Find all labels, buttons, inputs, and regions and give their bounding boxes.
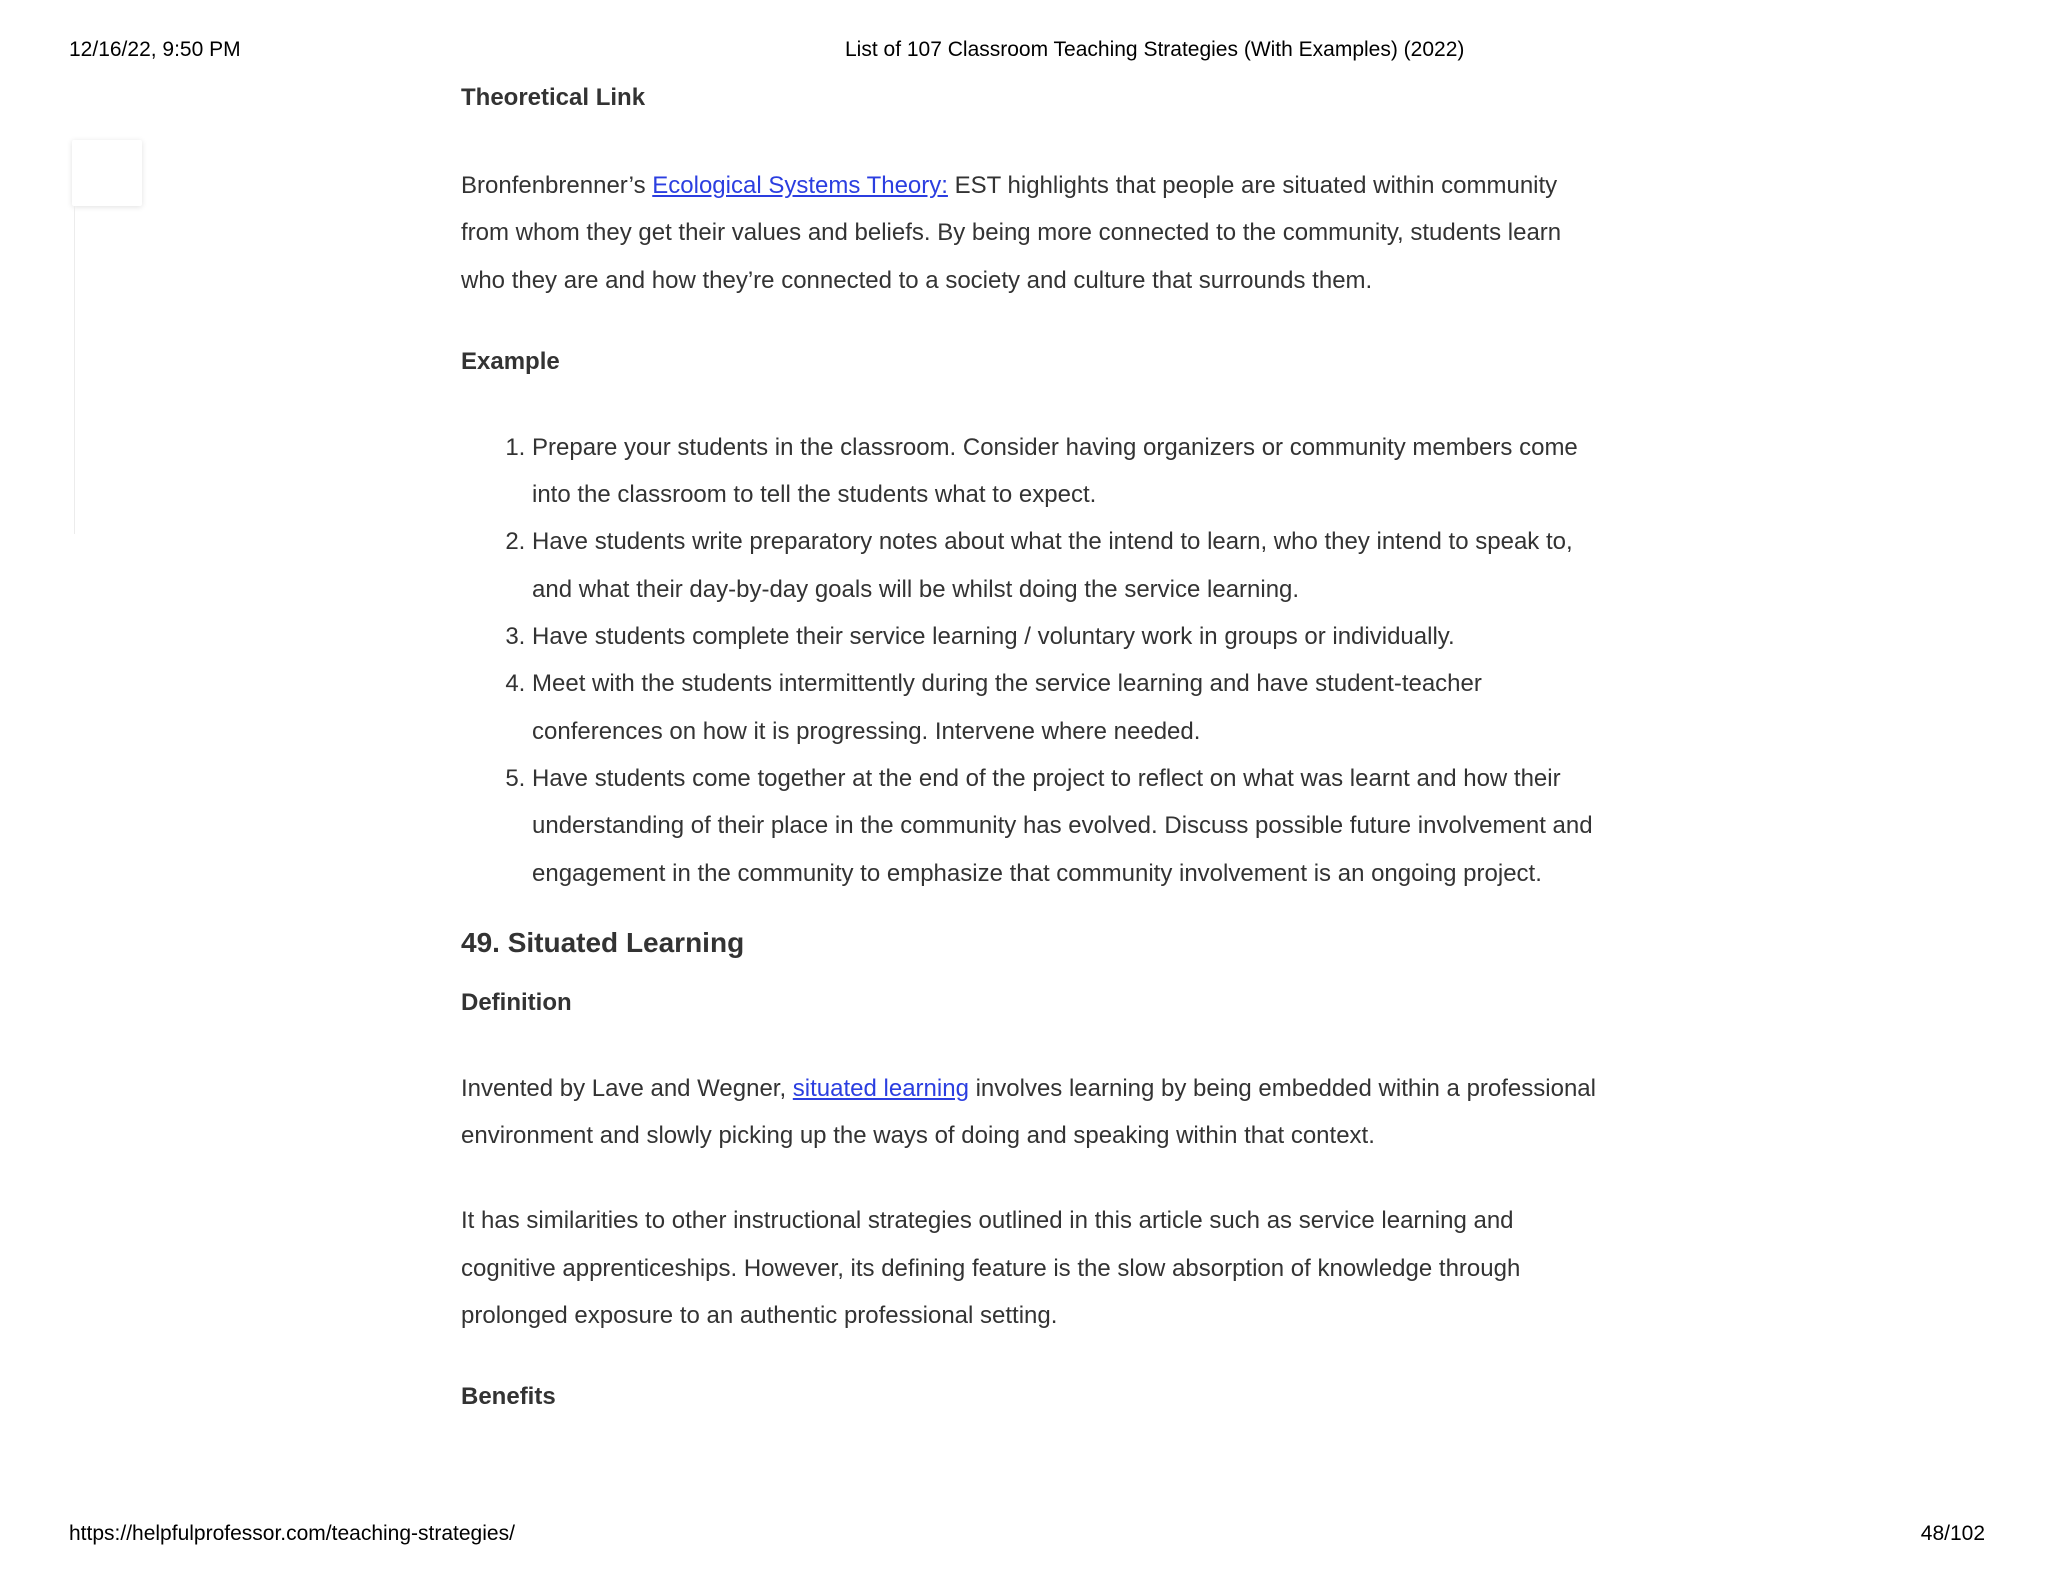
print-page-title: List of 107 Classroom Teaching Strategies (With Examples) (2022)	[845, 38, 1465, 61]
definition-text-before: Invented by Lave and Wegner,	[461, 1074, 793, 1102]
theoretical-link-text-before: Bronfenbrenner’s	[461, 172, 653, 199]
example-step-2: 2. Have students write preparatory notes about what the intend to learn, who they intend to speak to, and what their day-by-day goals will be whilst doing the service learning.	[532, 518, 1601, 613]
theoretical-link-text-after: EST highlights that people are situated within community from whom they get their values and beliefs. By being more connected to the community, students learn who they are and how they’re connected to a society and culture that surrounds them.	[461, 172, 1562, 294]
theoretical-link-paragraph	[461, 162, 1601, 304]
situated-learning-link[interactable]: situated learning	[792, 1074, 969, 1102]
example-steps-list	[461, 424, 1601, 897]
article-body	[461, 78, 1601, 1417]
sidebar-divider	[74, 206, 75, 534]
benefits-heading: Benefits	[461, 1383, 556, 1411]
definition-text-after: involves learning by being embedded within a professional environment and slowly picking up the ways of doing and speaking within that context.	[461, 1074, 1596, 1150]
example-step-5: 5. Have students come together at the end of the project to reflect on what was learnt and how their understanding of their place in the community has evolved. Discuss possible future involvement and engagement in the community to emphasize that community involvement is an ongoing project.	[532, 755, 1601, 897]
theoretical-link-heading: Theoretical Link	[461, 84, 646, 111]
print-page-number: 48/102	[1920, 1522, 1985, 1545]
print-datetime: 12/16/22, 9:50 PM	[69, 38, 241, 61]
floating-share-card	[72, 140, 142, 206]
similarities-paragraph: It has similarities to other instructional strategies outlined in this article such as service learning and cognitive apprenticeships. However, its defining feature is the slow absorption of knowledge through prolonged exposure to an authentic professional setting.	[461, 1207, 1521, 1330]
definition-heading: Definition	[461, 988, 572, 1016]
print-source-url: https://helpfulprofessor.com/teaching-strategies/	[69, 1522, 515, 1545]
example-step-1: 1. Prepare your students in the classroom. Consider having organizers or community members come into the classroom to tell the students what to expect.	[532, 424, 1601, 519]
example-heading: Example	[461, 347, 560, 375]
definition-paragraph	[461, 1065, 1601, 1160]
example-step-3: 3. Have students complete their service learning / voluntary work in groups or individually.	[532, 613, 1601, 660]
ecological-systems-theory-link[interactable]: Ecological Systems Theory:	[652, 172, 948, 199]
section-title-situated-learning: 49. Situated Learning	[461, 926, 745, 958]
example-step-4: 4. Meet with the students intermittently during the service learning and have student-teacher conferences on how it is progressing. Intervene where needed.	[532, 660, 1601, 755]
